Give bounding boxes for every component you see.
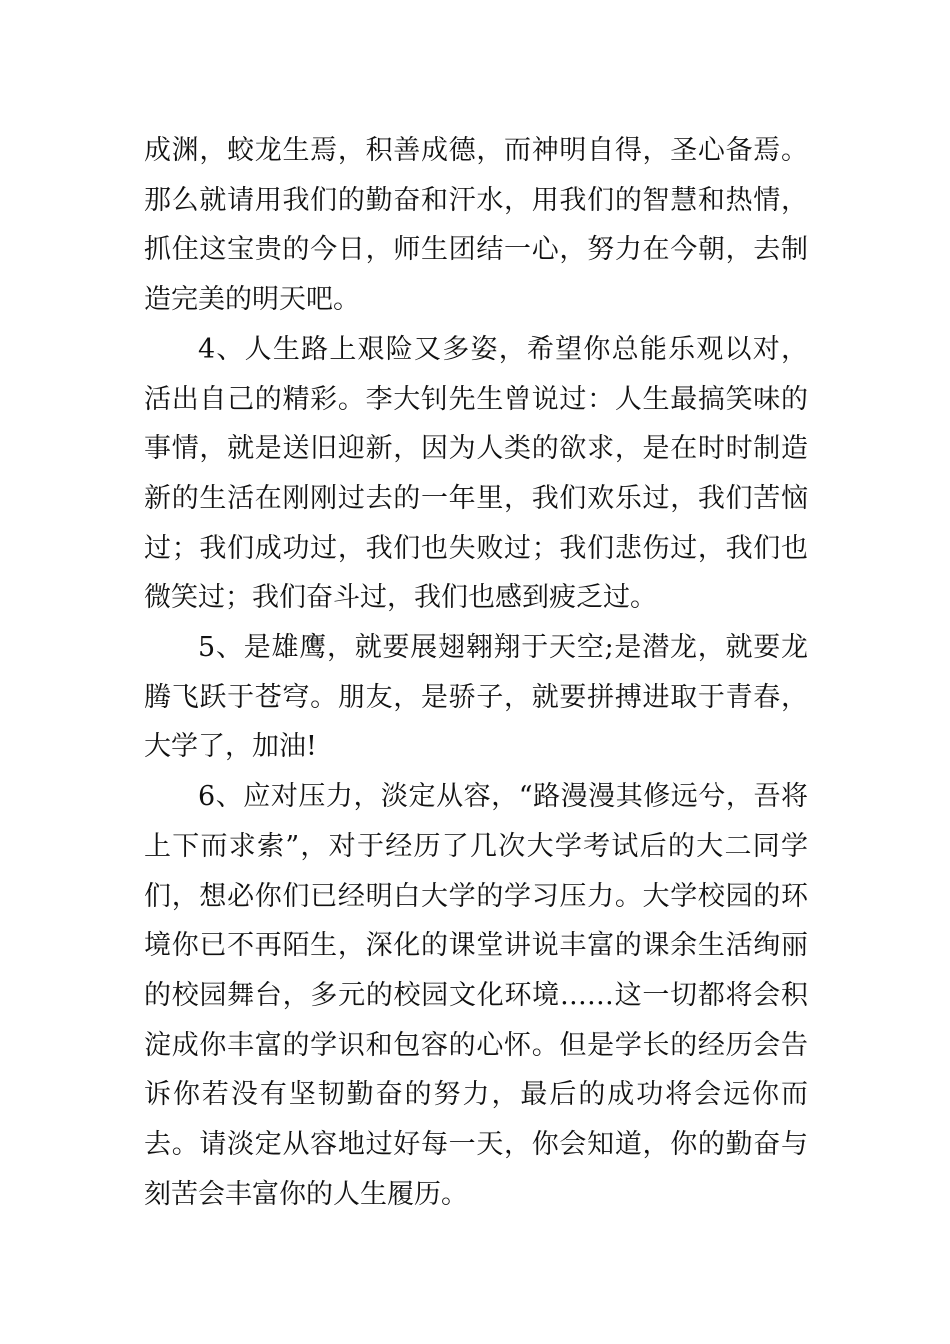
paragraph-item-4: 4、人生路上艰险又多姿，希望你总能乐观以对，活出自己的精彩。李大钊先生曾说过：人生最搞笑味的事情，就是送旧迎新，因为人类的欲求，是在时时制造新的生活在刚刚过去的一年里，我们欢乐过，我们苦恼过；我们成功过，我们也失败过；我们悲伤过，我们也微笑过；我们奋斗过，我们也感到疲乏过。 [144, 333, 808, 614]
body-text [144, 126, 808, 1219]
paragraph-continuation: 成渊，蛟龙生焉，积善成德，而神明自得，圣心备焉。那么就请用我们的勤奋和汗水，用我们的智慧和热情，抓住这宝贵的今日，师生团结一心，努力在今朝，去制造完美的明天吧。 [144, 135, 808, 316]
paragraph-item-5: 5、是雄鹰，就要展翅翱翔于天空;是潜龙，就要龙腾飞跃于苍穹。朋友，是骄子，就要拼搏进取于青春，大学了，加油! [144, 632, 808, 763]
paragraph-item-6: 6、应对压力，淡定从容，“路漫漫其修远兮，吾将上下而求索”，对于经历了几次大学考试后的大二同学们，想必你们已经明白大学的学习压力。大学校园的环境你已不再陌生，深化的课堂讲说丰富的课余生活绚丽的校园舞台，多元的校园文化环境……这一切都将会积淀成你丰富的学识和包容的心怀。但是学长的经历会告诉你若没有坚韧勤奋的努力，最后的成功将会远你而去。请淡定从容地过好每一天，你会知道，你的勤奋与刻苦会丰富你的人生履历。 [144, 781, 808, 1210]
